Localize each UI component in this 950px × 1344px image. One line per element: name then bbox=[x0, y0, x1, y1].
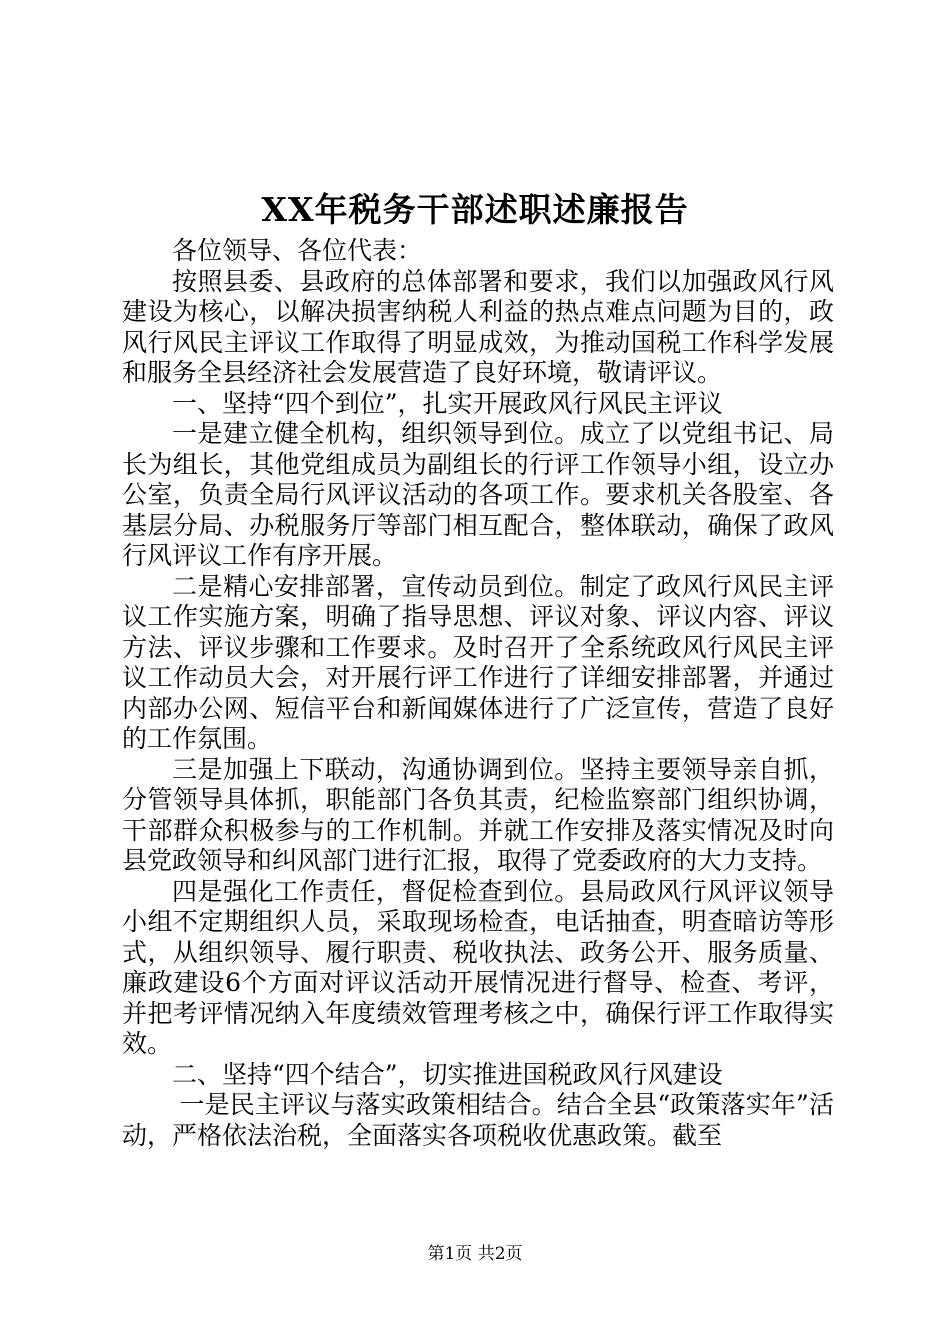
paragraph-1-1: 一是建立健全机构，组织领导到位。成立了以党组书记、局长为组长，其他党组成员为副组长的行评工作领导小组，设立办公室，负责全局行风评议活动的各项工作。要求机关各股室、各基层分局、办税服务厅等部门相互配合，整体联动，确保了政风行风评议工作有序开展。 bbox=[122, 419, 834, 570]
paragraph-1-3: 三是加强上下联动，沟通协调到位。坚持主要领导亲自抓，分管领导具体抓，职能部门各负其责，纪检监察部门组织协调，干部群众积极参与的工作机制。并就工作安排及落实情况及时向县党政领导和纠风部门进行汇报，取得了党委政府的大力支持。 bbox=[122, 754, 834, 875]
section-heading-1: 一、坚持“四个到位”，扎实开展政风行风民主评议 bbox=[172, 388, 723, 418]
page-footer: 第1页 共2页 bbox=[427, 1244, 523, 1264]
paragraph-1-2: 二是精心安排部署，宣传动员到位。制定了政风行风民主评议工作实施方案，明确了指导思想、评议对象、评议内容、评议方法、评议步骤和工作要求。及时召开了全系统政风行风民主评议工作动员大会，对开展行评工作进行了详细安排部署，并通过内部办公网、短信平台和新闻媒体进行了广泛宣传，营造了良好的工作氛围。 bbox=[122, 571, 834, 753]
paragraph-intro: 按照县委、县政府的总体部署和要求，我们以加强政风行风建设为核心，以解决损害纳税人利益的热点难点问题为目的，政风行风民主评议工作取得了明显成效，为推动国税工作科学发展和服务全县经济社会发展营造了良好环境，敬请评议。 bbox=[122, 266, 834, 387]
section-heading-2: 二、坚持“四个结合”，切实推进国税政风行风建设 bbox=[172, 1059, 723, 1089]
paragraph-2-1: 一是民主评议与落实政策相结合。结合全县“政策落实年”活动，严格依法治税，全面落实各项税收优惠政策。截至 bbox=[122, 1090, 834, 1150]
paragraph-1-4: 四是强化工作责任，督促检查到位。县局政风行风评议领导小组不定期组织人员，采取现场检查，电话抽查，明查暗访等形式，从组织领导、履行职责、税收执法、政务公开、服务质量、廉政建设6个方面对评议活动开展情况进行督导、检查、考评，并把考评情况纳入年度绩效管理考核之中，确保行评工作取得实效。 bbox=[122, 876, 834, 1058]
salutation: 各位领导、各位代表： bbox=[172, 236, 423, 265]
document-body bbox=[122, 236, 834, 1151]
document-title: XX年税务干部述职述廉报告 bbox=[261, 190, 689, 229]
